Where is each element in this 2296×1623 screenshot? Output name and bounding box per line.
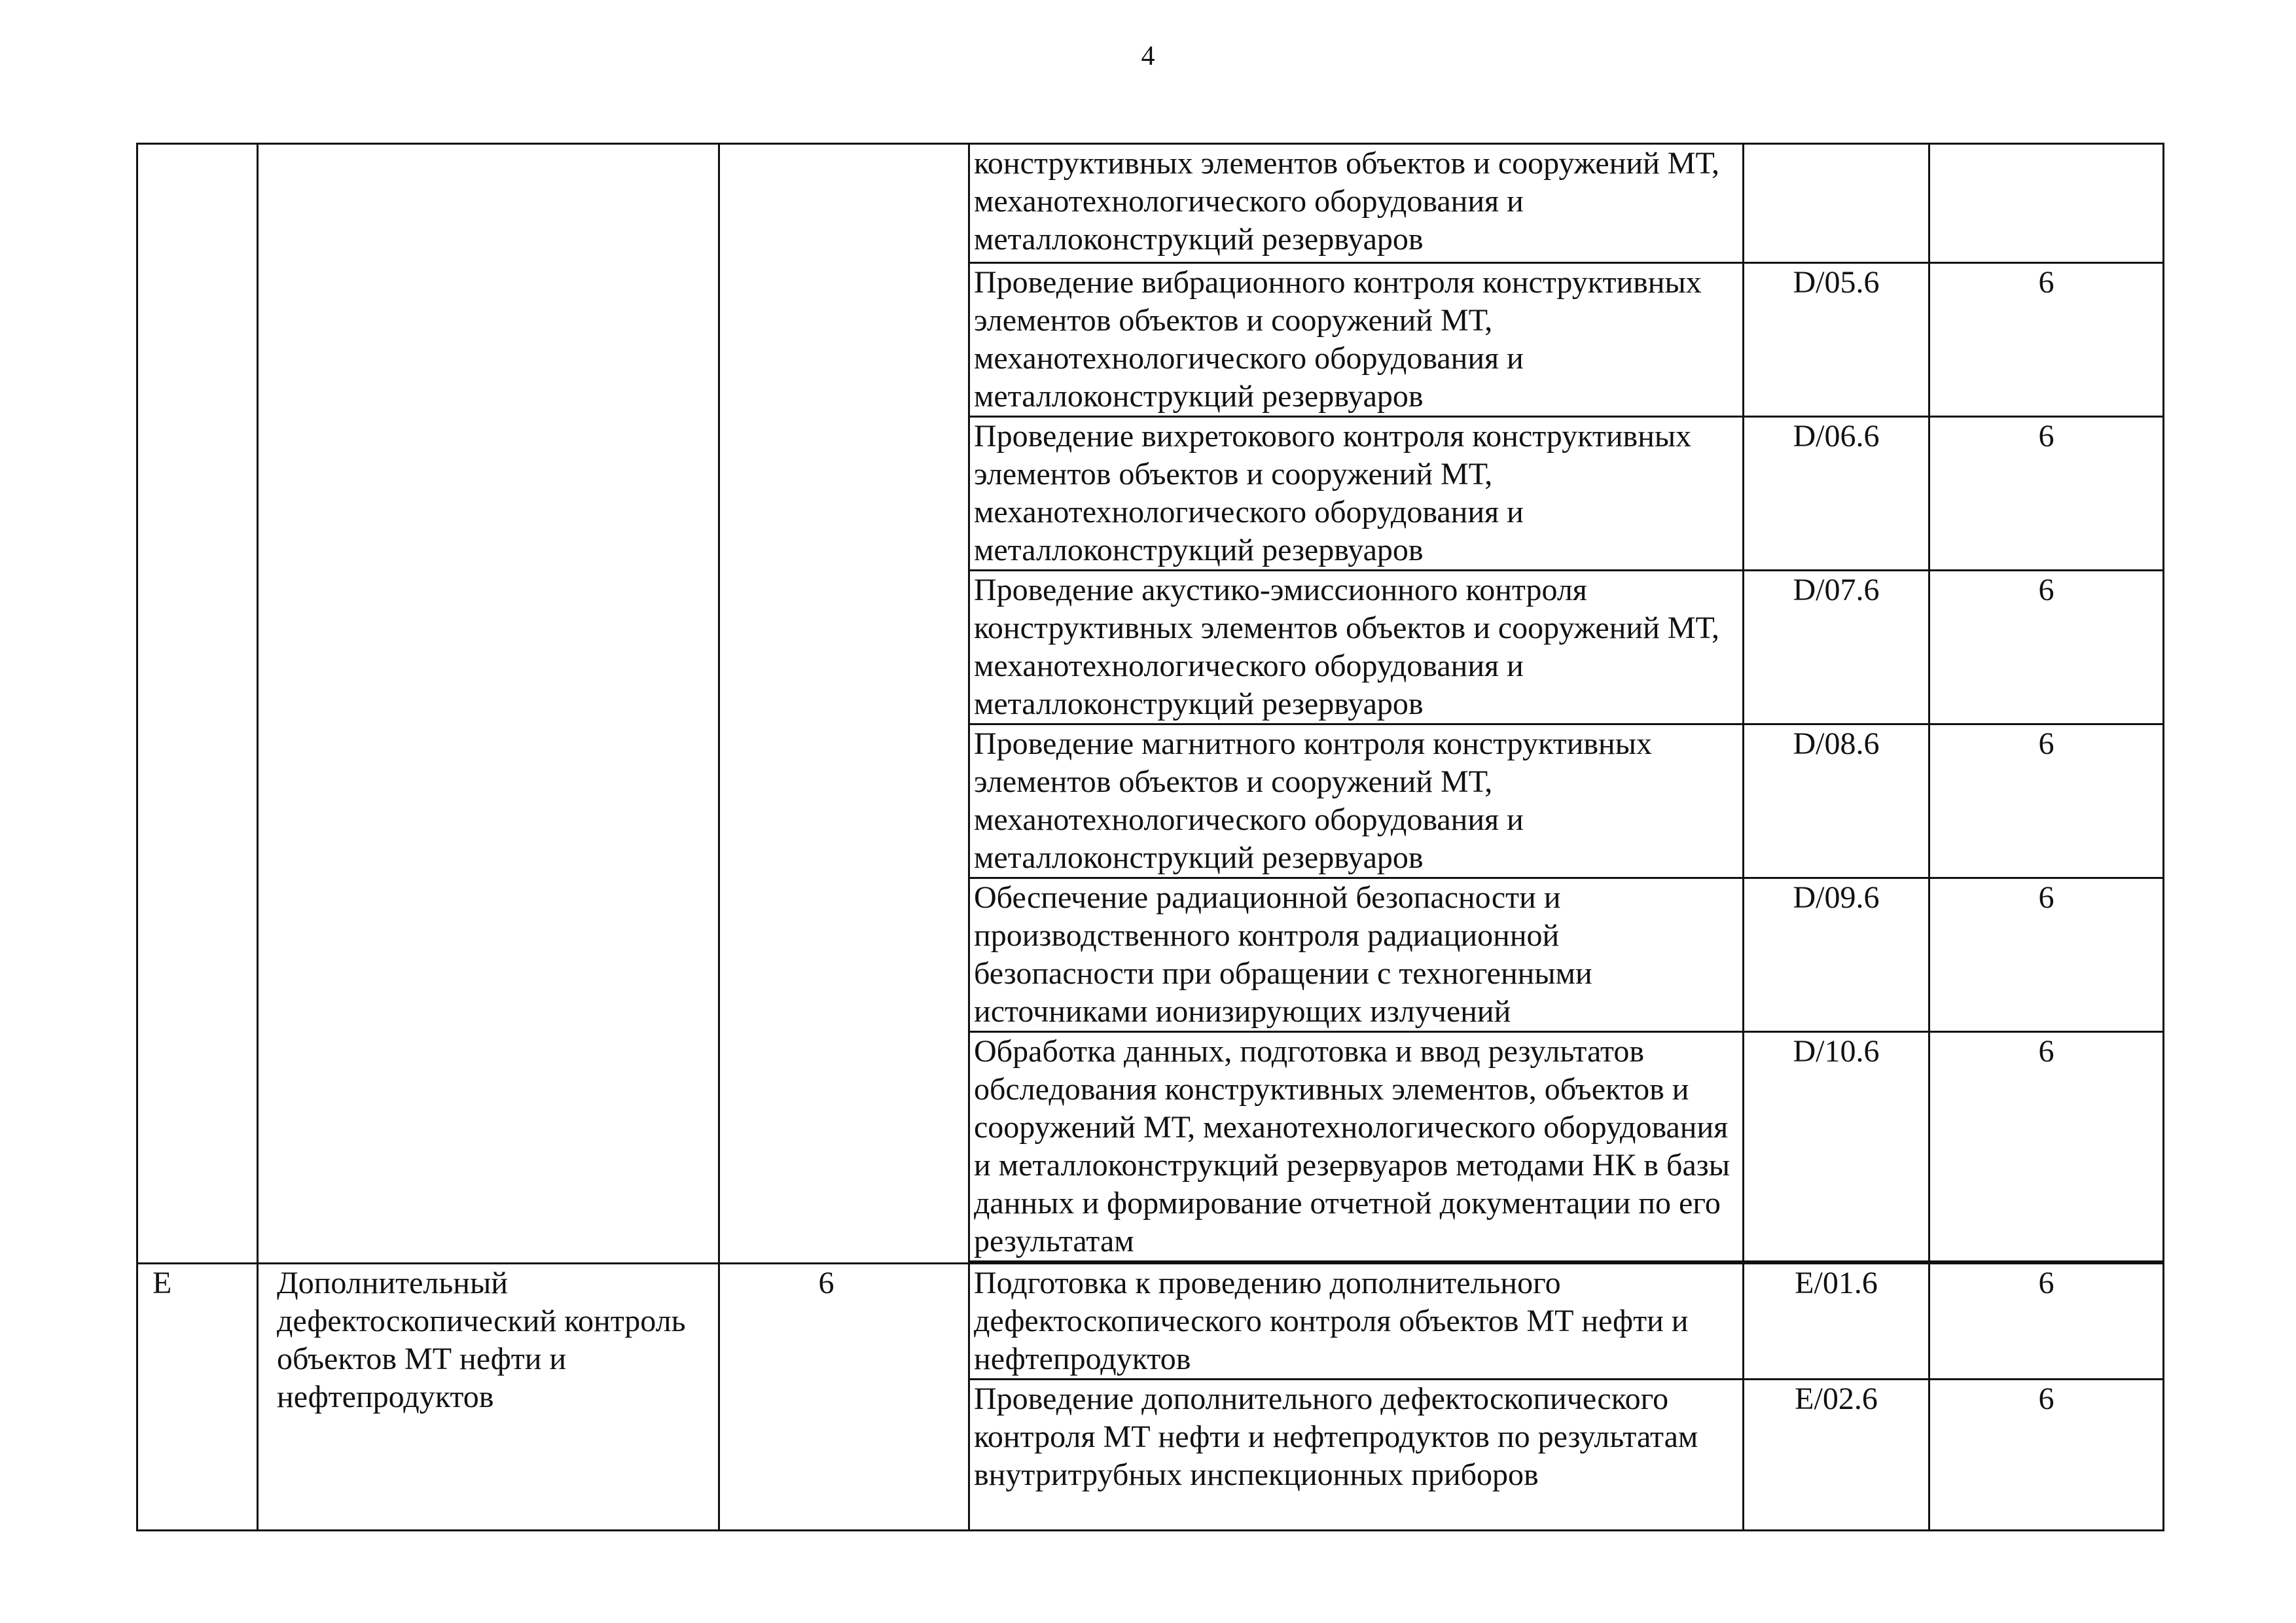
function-name: Проведение вихретокового контроля конструктивных элементов объектов и сооружений МТ, механотехнологического оборудования и металлоконструкций резервуаров <box>969 417 1744 571</box>
function-level: 6 <box>1929 571 2164 724</box>
function-code: D/07.6 <box>1744 571 1929 724</box>
function-code: D/06.6 <box>1744 417 1929 571</box>
function-name: Обработка данных, подготовка и ввод результатов обследования конструктивных элементов, объектов и сооружений МТ, механотехнологического оборудования и металлоконструкций резервуаров методами НК в базы данных и формирование отчетной документации по его результатам <box>969 1032 1744 1262</box>
function-level: 6 <box>1929 263 2164 417</box>
function-name: Подготовка к проведению дополнительного дефектоскопического контроля объектов МТ нефти и нефтепродуктов <box>969 1264 1744 1380</box>
letter-cell <box>137 144 258 1264</box>
page-number: 4 <box>1141 41 1155 71</box>
function-level: 6 <box>1929 724 2164 878</box>
group-level-cell <box>719 144 969 1264</box>
function-name: Проведение магнитного контроля конструктивных элементов объектов и сооружений МТ, механотехнологического оборудования и металлоконструкций резервуаров <box>969 724 1744 878</box>
group-level: 6 <box>719 1264 969 1531</box>
table-row <box>137 1264 2164 1380</box>
function-name: Обеспечение радиационной безопасности и производственного контроля радиационной безопасности при обращении с техногенными источниками ионизирующих излучений <box>969 878 1744 1032</box>
function-level: 6 <box>1929 417 2164 571</box>
function-level <box>1929 144 2164 263</box>
function-code <box>1744 144 1929 263</box>
function-level: 6 <box>1929 1264 2164 1380</box>
function-code: D/10.6 <box>1744 1032 1929 1262</box>
function-name: Проведение вибрационного контроля конструктивных элементов объектов и сооружений МТ, механотехнологического оборудования и металлоконструкций резервуаров <box>969 263 1744 417</box>
table-row <box>137 144 2164 263</box>
function-level: 6 <box>1929 1032 2164 1262</box>
group-letter: E <box>137 1264 258 1531</box>
function-code: D/09.6 <box>1744 878 1929 1032</box>
function-code: D/05.6 <box>1744 263 1929 417</box>
group-name-cell <box>258 144 719 1264</box>
function-name: Проведение акустико-эмиссионного контроля конструктивных элементов объектов и сооружений МТ, механотехнологического оборудования и металлоконструкций резервуаров <box>969 571 1744 724</box>
function-code: D/08.6 <box>1744 724 1929 878</box>
function-name: Проведение дополнительного дефектоскопического контроля МТ нефти и нефтепродуктов по результатам внутритрубных инспекционных приборов <box>969 1380 1744 1531</box>
function-level: 6 <box>1929 1380 2164 1531</box>
functions-table <box>136 143 2164 1531</box>
function-code: E/01.6 <box>1744 1264 1929 1380</box>
function-name: конструктивных элементов объектов и сооружений МТ, механотехнологического оборудования и металлоконструкций резервуаров <box>969 144 1744 263</box>
group-name: Дополнительный дефектоскопический контроль объектов МТ нефти и нефтепродуктов <box>258 1264 719 1531</box>
function-code: E/02.6 <box>1744 1380 1929 1531</box>
function-level: 6 <box>1929 878 2164 1032</box>
